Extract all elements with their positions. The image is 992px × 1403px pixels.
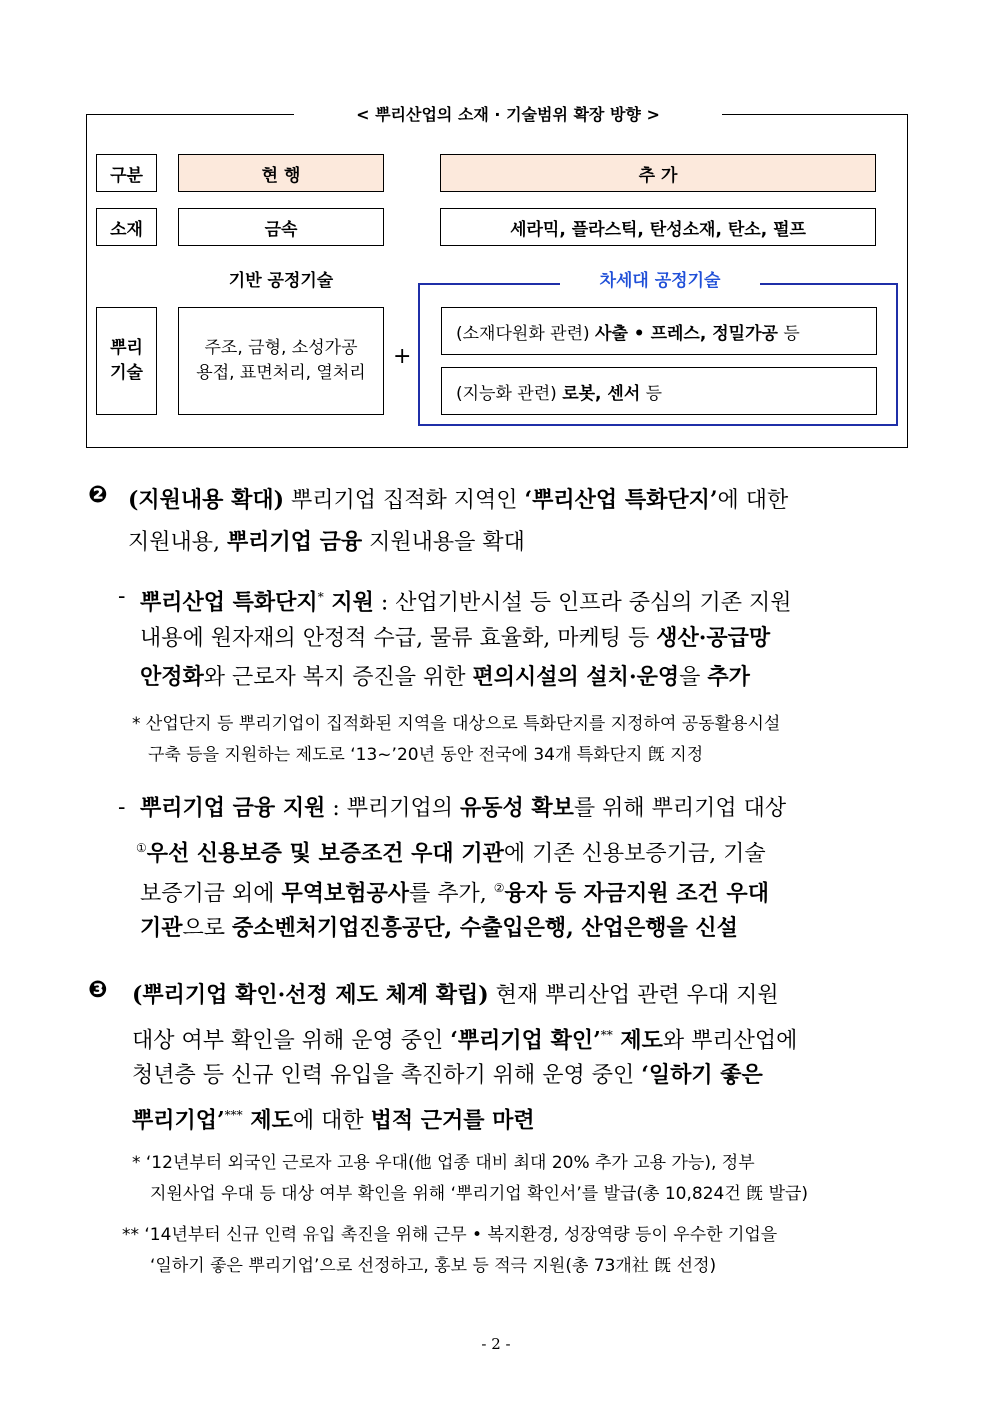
material-current: 금속	[178, 208, 384, 246]
tech-current-line2: 용접, 표면처리, 열처리	[196, 363, 366, 383]
next-gen-item-2-bold: 로봇, 센서	[562, 383, 641, 404]
sub1-line3a: 와 근로자 복지 증진을 위한	[203, 665, 473, 690]
sub1-line3-bold: 안정화	[140, 664, 204, 690]
sub1-line3b: 을	[679, 665, 708, 690]
section3-line4	[132, 1095, 912, 1141]
section3-line4-bold2: 제도	[242, 1107, 293, 1134]
sub2-text-b: 를 위해 뿌리기업 대상	[573, 796, 787, 821]
section2-line2	[128, 522, 912, 563]
tech-current-line1: 주조, 금형, 소성가공	[204, 338, 358, 358]
sub1-dash: -	[118, 584, 126, 609]
sub2-line4-bold2: 중소벤처기업진흥공단, 수출입은행, 산업은행을 신설	[232, 915, 738, 941]
section2-text1: 뿌리기업 집적화 지역인	[284, 488, 525, 513]
plus-sign: +	[393, 344, 412, 369]
sub1-line2	[140, 618, 912, 659]
section2-text2: 에 대한	[717, 488, 789, 513]
note3-line1: ** ‘14년부터 신규 인력 유입 촉진을 위해 근무 • 복지환경, 성장역량 등이 우수한 기업을	[122, 1225, 778, 1245]
sub2-line4-bold: 기관	[140, 915, 183, 941]
sub2-line1	[140, 788, 912, 829]
sub2-bold-a: 유동성 확보	[460, 795, 574, 821]
section3-text1: 현재 뿌리산업 관련 우대 지원	[488, 983, 779, 1008]
sub1-line2-bold: 생산·공급망	[656, 625, 771, 651]
section3-line2b: 와 뿌리산업에	[662, 1028, 798, 1054]
sub2-label: 뿌리기업 금융 지원	[140, 795, 326, 821]
sub1-line3-bold2: 편의시설의 설치·운영	[472, 664, 680, 690]
section3-line2a: 대상 여부 확인을 위해 운영 중인	[132, 1028, 451, 1054]
sub1-text-a: : 산업기반시설 등 인프라 중심의 기존 지원	[373, 590, 792, 616]
base-process-label: 기반 공정기술	[228, 271, 334, 291]
note1-line2: 구축 등을 지원하는 제도로 ‘13~’20년 동안 전국에 34개 특화단지 旣 지정	[148, 745, 704, 765]
note3-line2: ‘일하기 좋은 뿌리기업’으로 선정하고, 홍보 등 적극 지원(총 73개社 旣 선정)	[150, 1256, 717, 1276]
header-added: 추 가	[440, 154, 876, 192]
page-number: - 2 -	[481, 1335, 511, 1353]
sub2-line2a: 에 기존 신용보증기금, 기술	[503, 841, 766, 867]
next-gen-item-1	[441, 307, 877, 355]
section3-heading: (뿌리기업 확인·선정 제도 체계 확립)	[132, 982, 489, 1008]
material-label: 소재	[96, 208, 157, 246]
section3-marker: ❸	[88, 977, 108, 1003]
section2-heading: (지원내용 확대)	[128, 487, 284, 513]
section3-line4-bold: 뿌리기업’	[132, 1107, 225, 1134]
next-gen-item-2-prefix: (지능화 관련)	[456, 383, 563, 404]
section2-line1	[128, 480, 912, 521]
section3-line4-star: ***	[224, 1108, 243, 1122]
section2-line2b: 지원내용을 확대	[362, 530, 525, 555]
next-gen-item-1-suffix: 등	[777, 323, 800, 344]
section3-line3-bold: ‘일하기 좋은	[641, 1062, 763, 1088]
sub2-text-a: : 뿌리기업의	[325, 796, 460, 821]
sub2-dash: -	[118, 795, 126, 820]
sub2-circ1: ①	[136, 841, 147, 855]
sub1-label2: 지원	[323, 589, 374, 616]
diagram-title: < 뿌리산업의 소재 · 기술범위 확장 방향 >	[294, 103, 722, 127]
section3-line3	[132, 1055, 912, 1096]
sub1-line1	[140, 577, 912, 623]
section2-marker: ❷	[88, 482, 108, 508]
tech-label: 뿌리 기술	[96, 307, 157, 415]
next-gen-label: 차세대 공정기술	[560, 268, 760, 294]
section3-line4a: 에 대한	[292, 1108, 371, 1134]
sub2-line4a: 으로	[182, 916, 233, 941]
section2-bold1: ‘뿌리산업 특화단지’	[524, 487, 718, 513]
sub2-circ2: ②	[493, 881, 505, 895]
section3-line2-bold: ‘뿌리기업 확인’	[450, 1027, 601, 1054]
section2-line2-bold: 뿌리기업 금융	[227, 529, 363, 555]
note2-line2: 지원사업 우대 등 대상 여부 확인을 위해 ‘뿌리기업 확인서’를 발급(총 10,824건 旣 발급)	[150, 1184, 809, 1204]
next-gen-item-1-prefix: (소재다원화 관련)	[456, 323, 596, 344]
section3-line2-bold2: 제도	[612, 1027, 663, 1054]
section3-line3a: 청년층 등 신규 인력 유입을 촉진하기 위해 운영 중인	[132, 1063, 642, 1088]
next-gen-item-2	[441, 367, 877, 415]
header-current: 현 행	[178, 154, 384, 192]
sub2-line4	[140, 908, 912, 949]
section3-line2-star: **	[600, 1028, 613, 1042]
section3-line4-bold3: 법적 근거를 마련	[370, 1107, 535, 1134]
sub1-line3	[140, 657, 912, 698]
header-col-label: 구분	[96, 154, 157, 192]
material-added: 세라믹, 플라스틱, 탄성소재, 탄소, 펄프	[440, 208, 876, 246]
sub1-line2-text: 내용에 원자재의 안정적 수급, 물류 효율화, 마케팅 등	[140, 626, 657, 651]
section2-line2a: 지원내용,	[128, 530, 227, 555]
section3-line1	[132, 975, 912, 1016]
sub1-label: 뿌리산업 특화단지	[140, 589, 318, 616]
next-gen-item-2-suffix: 등	[640, 383, 663, 404]
sub2-line2-bold: 우선 신용보증 및 보증조건 우대 기관	[146, 840, 504, 867]
sub1-star: *	[317, 590, 324, 604]
sub1-line3-bold3: 추가	[707, 664, 750, 690]
sub2-line3-bold2: 융자 등 자금지원 조건 우대	[504, 880, 769, 907]
sub2-line3a: 보증기금 외에	[140, 881, 282, 907]
tech-current	[178, 307, 384, 415]
note1-line1: * 산업단지 등 뿌리기업이 집적화된 지역을 대상으로 특화단지를 지정하여 공동활용시설	[132, 714, 781, 734]
note2-line1: * ‘12년부터 외국인 근로자 고용 우대(他 업종 대비 최대 20% 추가 고용 가능), 정부	[132, 1153, 755, 1173]
sub2-line3-bold: 무역보험공사	[281, 880, 410, 907]
sub2-line3b: 를 추가,	[409, 881, 494, 907]
next-gen-item-1-bold: 사출 • 프레스, 정밀가공	[595, 323, 778, 344]
